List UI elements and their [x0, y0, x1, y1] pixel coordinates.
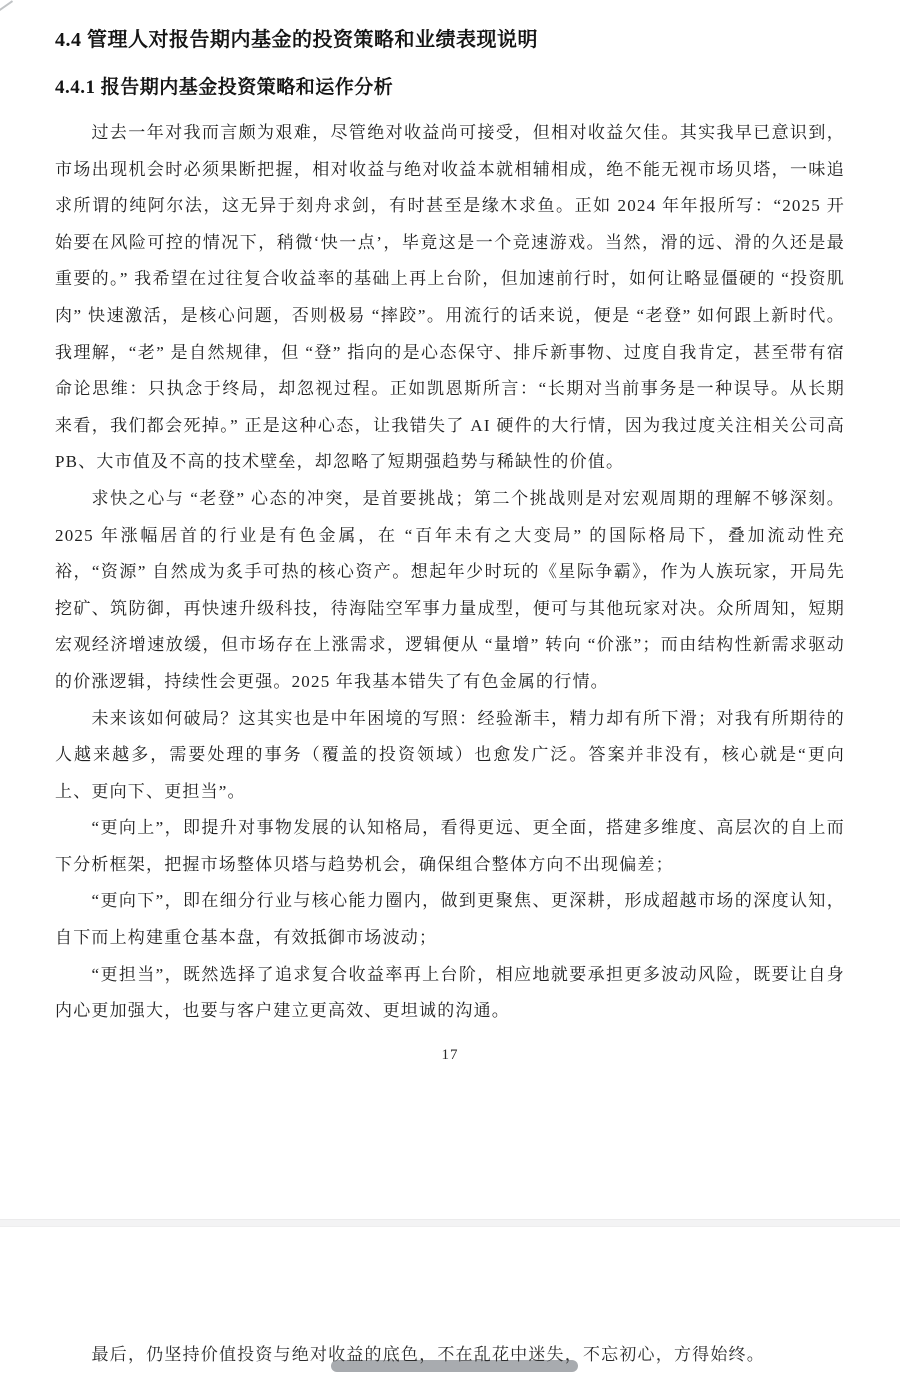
body-paragraph: 未来该如何破局？这其实也是中年困境的写照：经验渐丰，精力却有所下滑；对我有所期待的人越来越多，需要处理的事务（覆盖的投资领域）也愈发广泛。答案并非没有，核心就是“更向上、更向下、更担当”。 — [55, 708, 845, 801]
section-heading: 4.4 管理人对报告期内基金的投资策略和业绩表现说明 — [55, 29, 538, 51]
body-paragraph: 求快之心与 “老登” 心态的冲突，是首要挑战；第二个挑战则是对宏观周期的理解不够深刻。2025 年涨幅居首的行业是有色金属，在 “百年未有之大变局” 的国际格局下，叠加流动性充裕，“资源” 自然成为炙手可热的核心资产。想起年少时玩的《星际争霸》，作为人族玩家，开局先挖矿、筑防御，再快速升级科技，待海陆空军事力量成型，便可与其他玩家对决。众所周知，短期宏观经济增速放缓，但市场存在上涨需求，逻辑便从 “量增” 转向 “价涨”；而由结构性新需求驱动的价涨逻辑，持续性会更强。2025 年我基本错失了有色金属的行情。 — [55, 488, 845, 691]
subsection-heading: 4.4.1 报告期内基金投资策略和运作分析 — [55, 77, 394, 98]
body-paragraph: “更向上”，即提升对事物发展的认知格局，看得更远、更全面，搭建多维度、高层次的自上而下分析框架，把握市场整体贝塔与趋势机会，确保组合整体方向不出现偏差； — [55, 818, 845, 874]
next-page-first-line: 最后，仍坚持价值投资与绝对收益的底色，不在乱花中迷失，不忘初心，方得始终。 — [91, 1345, 765, 1364]
body-text — [55, 115, 845, 1030]
page-break-separator — [0, 1219, 900, 1227]
scan-corner-artifact — [0, 0, 13, 11]
body-paragraph: “更向下”，即在细分行业与核心能力圈内，做到更聚焦、更深耕，形成超越市场的深度认知，自下而上构建重仓基本盘，有效抵御市场波动； — [55, 891, 845, 948]
body-paragraph: 过去一年对我而言颇为艰难，尽管绝对收益尚可接受，但相对收益欠佳。其实我早已意识到，市场出现机会时必须果断把握，相对收益与绝对收益本就相辅相成，绝不能无视市场贝塔，一味追求所谓的纯阿尔法，这无异于刻舟求剑，有时甚至是缘木求鱼。正如 2024 年年报所写：“2025 开始要在风险可控的情况下，稍微‘快一点’，毕竟这是一个竞速游戏。当然，滑的远、滑的久还是最重要的。” 我希望在过往复合收益率的基础上再上台阶，但加速前行时，如何让略显僵硬的 “投资肌肉” 快速激活，是核心问题，否则极易 “摔跤”。用流行的话来说，便是 “老登” 如何跟上新时代。我理解，“老” 是自然规律，但 “登” 指向的是心态保守、排斥新事物、过度自我肯定，甚至带有宿命论思维：只执念于终局，却忽视过程。正如凯恩斯所言：“长期对当前事务是一种误导。从长期来看，我们都会死掉。” 正是这种心态，让我错失了 AI 硬件的大行情，因为我过度关注相关公司高 PB、大市值及不高的技术壁垒，却忽略了短期强趋势与稀缺性的价值。 — [55, 123, 845, 472]
body-paragraph: “更担当”，既然选择了追求复合收益率再上台阶，相应地就要承担更多波动风险，既要让自身内心更加强大，也要与客户建立更高效、更坦诚的沟通。 — [55, 964, 845, 1021]
page-number: 17 — [441, 1046, 459, 1063]
page-content — [55, 26, 845, 1064]
